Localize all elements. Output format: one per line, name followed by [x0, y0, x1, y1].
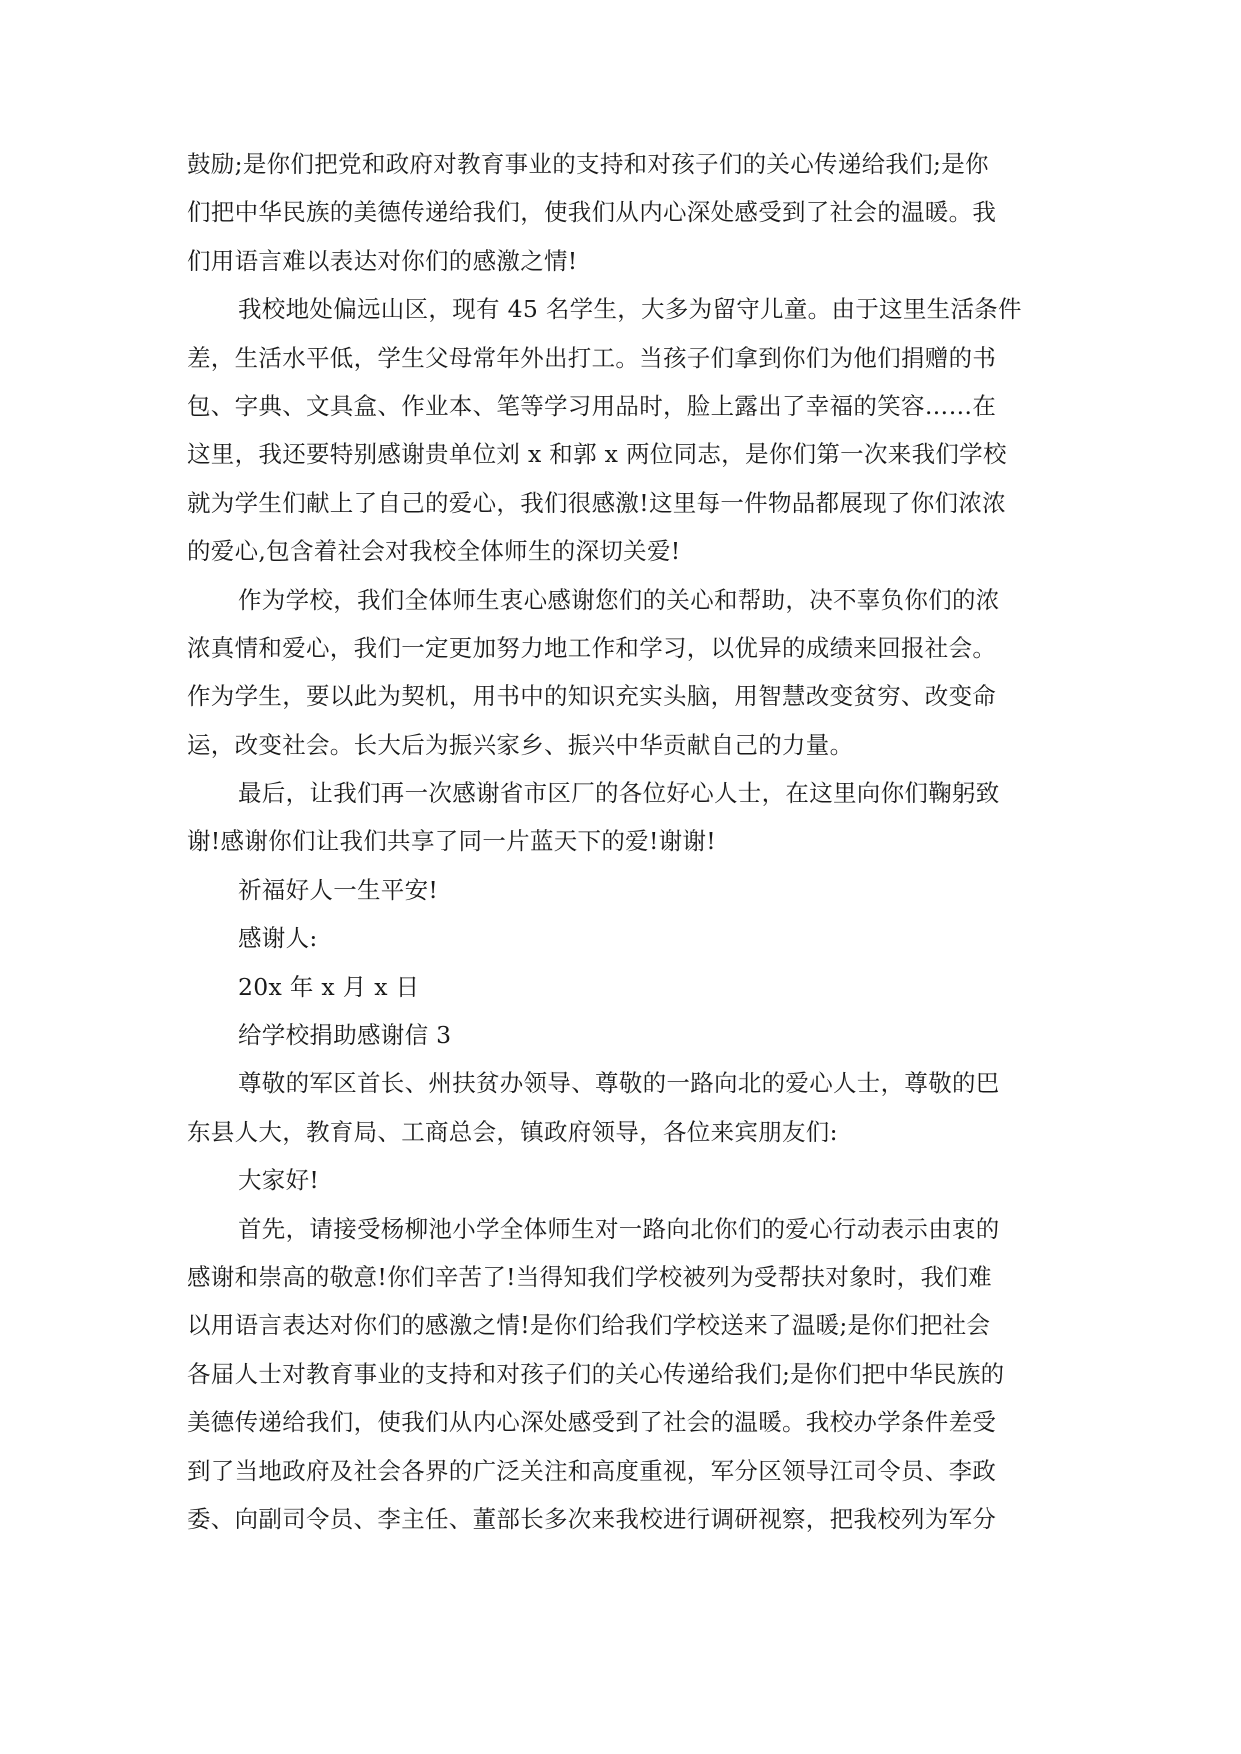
paragraph-first-line: 祈福好人一生平安! — [238, 875, 439, 904]
paragraph-first-line: 给学校捐助感谢信 3 — [238, 1021, 452, 1050]
text-line: 感谢和崇高的敬意!你们辛苦了!当得知我们学校被列为受帮扶对象时，我们难 — [187, 1262, 992, 1291]
paragraph-first-line: 20x 年 x 月 x 日 — [238, 972, 420, 1001]
text-line: 东县人大，教育局、工商总会，镇政府领导，各位来宾朋友们: — [187, 1117, 838, 1146]
text-line: 鼓励;是你们把党和政府对教育事业的支持和对孩子们的关心传递给我们;是你 — [187, 150, 989, 178]
text-line: 谢!感谢你们让我们共享了同一片蓝天下的爱!谢谢! — [187, 827, 717, 856]
text-line: 差，生活水平低，学生父母常年外出打工。当孩子们拿到你们为他们捐赠的书 — [187, 343, 997, 372]
text-line: 各届人士对教育事业的支持和对孩子们的关心传递给我们;是你们把中华民族的 — [187, 1359, 1005, 1388]
paragraph-first-line: 首先，请接受杨柳池小学全体师生对一路向北你们的爱心行动表示由衷的 — [238, 1214, 1000, 1243]
paragraph-first-line: 作为学校，我们全体师生衷心感谢您们的关心和帮助，决不辜负你们的浓 — [238, 585, 1000, 614]
text-line: 包、字典、文具盒、作业本、笔等学习用品时，脸上露出了幸福的笑容……在 — [187, 391, 997, 420]
paragraph-first-line: 感谢人: — [238, 924, 318, 953]
text-line: 就为学生们献上了自己的爱心，我们很感激!这里每一件物品都展现了你们浓浓 — [187, 488, 1006, 517]
text-line: 以用语言表达对你们的感激之情!是你们给我们学校送来了温暖;是你们把社会 — [187, 1311, 991, 1340]
text-line: 运，改变社会。长大后为振兴家乡、振兴中华贡献自己的力量。 — [187, 730, 854, 759]
text-line: 美德传递给我们，使我们从内心深处感受到了社会的温暖。我校办学条件差受 — [187, 1408, 997, 1437]
text-line: 到了当地政府及社会各界的广泛关注和高度重视，军分区领导江司令员、李政 — [187, 1456, 997, 1485]
text-line: 们把中华民族的美德传递给我们，使我们从内心深处感受到了社会的温暖。我 — [187, 198, 997, 227]
paragraph-first-line: 最后，让我们再一次感谢省市区厂的各位好心人士，在这里向你们鞠躬致 — [238, 779, 1000, 808]
text-line: 作为学生，要以此为契机，用书中的知识充实头脑，用智慧改变贫穷、改变命 — [187, 682, 997, 711]
text-line: 的爱心,包含着社会对我校全体师生的深切关爱! — [187, 537, 681, 566]
text-line: 委、向副司令员、李主任、董部长多次来我校进行调研视察，把我校列为军分 — [187, 1504, 997, 1533]
paragraph-first-line: 大家好! — [238, 1166, 320, 1195]
text-line: 这里，我还要特别感谢贵单位刘 x 和郭 x 两位同志，是你们第一次来我们学校 — [187, 440, 1007, 469]
paragraph-first-line: 我校地处偏远山区，现有 45 名学生，大多为留守儿童。由于这里生活条件 — [238, 295, 1022, 324]
paragraph-first-line: 尊敬的军区首长、州扶贫办领导、尊敬的一路向北的爱心人士，尊敬的巴 — [238, 1069, 1000, 1098]
document-body — [187, 140, 1057, 1543]
text-line: 浓真情和爱心，我们一定更加努力地工作和学习，以优异的成绩来回报社会。 — [187, 633, 997, 662]
text-line: 们用语言难以表达对你们的感激之情! — [187, 246, 578, 275]
